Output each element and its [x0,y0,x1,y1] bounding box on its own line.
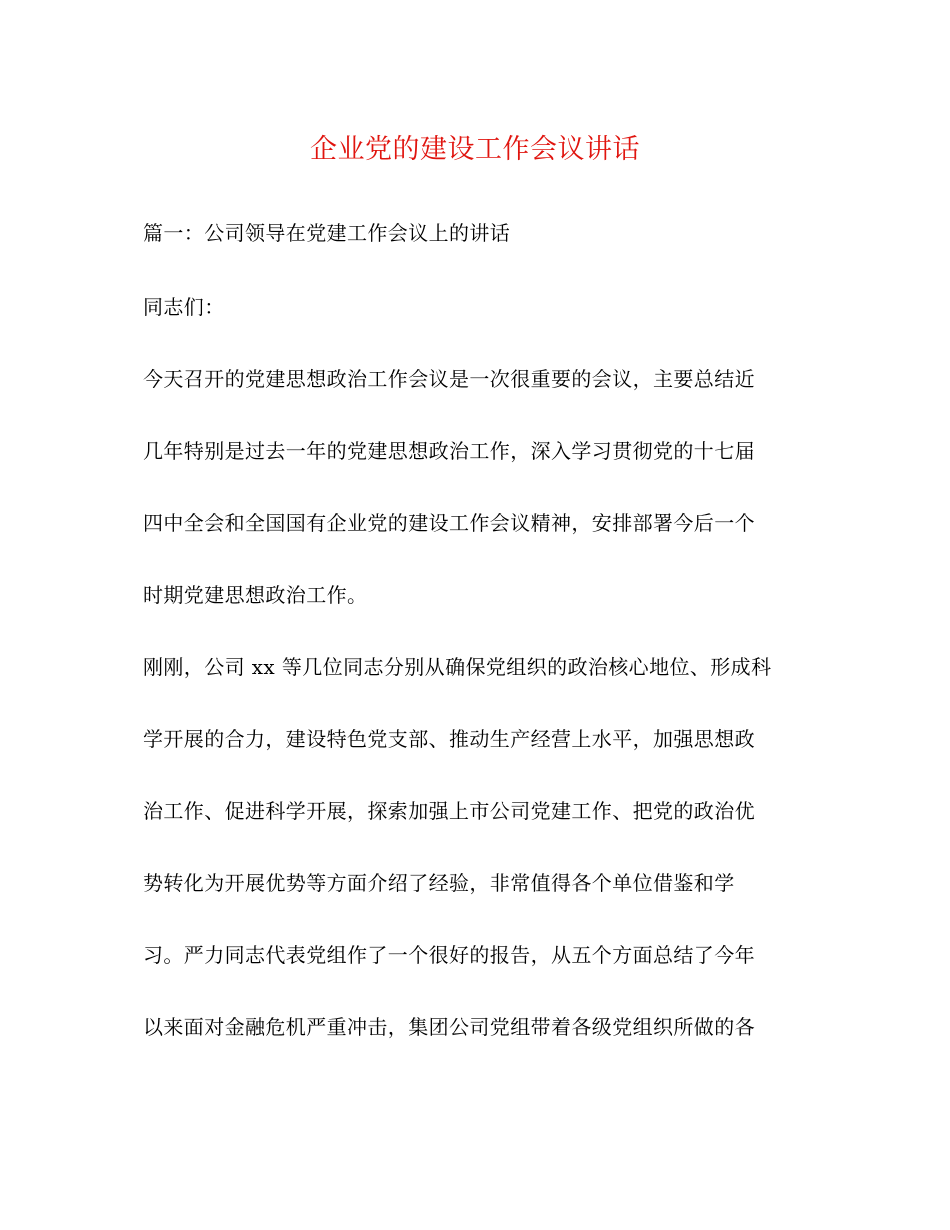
paragraph-line: 习。严力同志代表党组作了一个很好的报告，从五个方面总结了今年 [143,943,755,967]
paragraph-line: 几年特别是过去一年的党建思想政治工作，深入学习贯彻党的十七届 [143,439,755,463]
paragraph-line: 刚刚，公司 xx 等几位同志分别从确保党组织的政治核心地位、形成科 [143,655,772,679]
document-title: 企业党的建设工作会议讲话 [310,134,640,165]
paragraph-line: 四中全会和全国国有企业党的建设工作会议精神，安排部署今后一个 [143,511,755,535]
salutation: 同志们： [143,295,225,319]
section-heading: 篇一：公司领导在党建工作会议上的讲话 [143,221,511,245]
paragraph-line: 学开展的合力，建设特色党支部、推动生产经营上水平，加强思想政 [143,727,755,751]
paragraph-line: 势转化为开展优势等方面介绍了经验，非常值得各个单位借鉴和学 [143,871,735,895]
paragraph-line: 治工作、促进科学开展，探索加强上市公司党建工作、把党的政治优 [143,799,755,823]
paragraph-line: 以来面对金融危机严重冲击，集团公司党组带着各级党组织所做的各 [143,1015,755,1039]
paragraph-line: 时期党建思想政治工作。 [143,583,368,607]
paragraph-line: 今天召开的党建思想政治工作会议是一次很重要的会议，主要总结近 [143,367,755,391]
